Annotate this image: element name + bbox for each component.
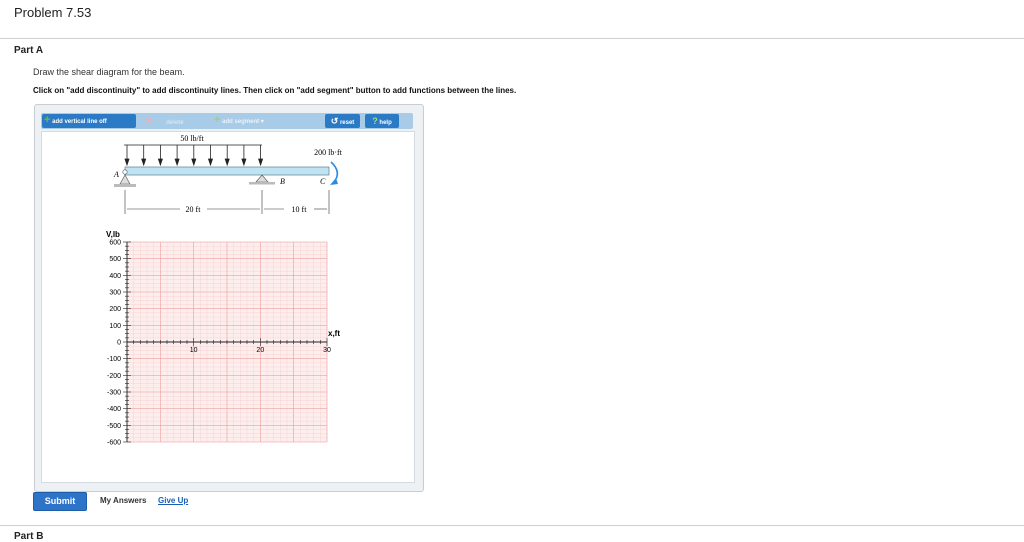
moment-label: 200 lb·ft bbox=[314, 148, 342, 157]
y-tick-label: -400 bbox=[106, 406, 121, 414]
graph-work-area bbox=[41, 131, 415, 483]
my-answers-link[interactable]: My Answers bbox=[100, 496, 147, 505]
help-label: help bbox=[379, 120, 392, 126]
y-tick-label: -200 bbox=[106, 372, 121, 380]
load-arrow bbox=[125, 145, 129, 165]
delete-button[interactable] bbox=[145, 114, 205, 128]
load-arrow bbox=[175, 145, 179, 165]
y-tick-label: -300 bbox=[106, 389, 121, 397]
y-tick-label: 300 bbox=[109, 289, 121, 297]
y-tick-label: 0 bbox=[117, 339, 121, 347]
plus-icon: + bbox=[44, 114, 51, 126]
drawing-toolbar bbox=[41, 113, 413, 129]
x-tick-label: 20 bbox=[256, 347, 265, 354]
divider bbox=[0, 38, 1024, 39]
instruction-text: Draw the shear diagram for the beam. bbox=[33, 67, 185, 77]
delete-label: delete bbox=[166, 120, 184, 126]
y-tick-label: 200 bbox=[109, 306, 121, 314]
help-icon: ? bbox=[372, 116, 378, 126]
x-tick-label: 30 bbox=[323, 347, 331, 354]
load-arrow bbox=[209, 145, 213, 165]
divider bbox=[0, 525, 1024, 526]
beam bbox=[125, 167, 329, 175]
add-segment-label: add segment bbox=[222, 119, 260, 125]
submit-button[interactable]: Submit bbox=[33, 492, 87, 511]
load-arrow bbox=[225, 145, 229, 165]
point-a-label: A bbox=[114, 170, 119, 179]
y-tick-label: 600 bbox=[109, 239, 121, 247]
moment-arrow-icon bbox=[331, 162, 337, 182]
load-label: 50 lb/ft bbox=[180, 134, 204, 143]
roller-support-b bbox=[249, 175, 275, 185]
x-tick-label: 10 bbox=[189, 347, 198, 354]
close-icon: ✕ bbox=[145, 116, 153, 126]
distributed-load bbox=[124, 145, 263, 165]
give-up-link[interactable]: Give Up bbox=[158, 496, 189, 505]
chevron-down-icon: ▾ bbox=[260, 119, 264, 125]
y-tick-label: 400 bbox=[109, 272, 121, 280]
beam-and-shear-graph bbox=[42, 132, 414, 482]
x-axis-label: x,ft bbox=[328, 329, 340, 338]
point-c-label: C bbox=[320, 177, 326, 186]
y-tick-label: -600 bbox=[106, 439, 121, 447]
y-tick-label: -100 bbox=[106, 356, 121, 364]
point-b-label: B bbox=[280, 177, 285, 186]
part-b-title: Part B bbox=[14, 531, 44, 542]
reset-button[interactable] bbox=[325, 114, 360, 128]
dimension-20ft: 20 ft bbox=[185, 205, 201, 214]
instruction-bold-text: Click on "add discontinuity" to add discontinuity lines. Then click on "add segment" button to add functions between the lines. bbox=[33, 86, 517, 95]
load-arrow bbox=[158, 145, 162, 165]
load-arrow bbox=[142, 145, 146, 165]
load-arrow bbox=[192, 145, 196, 165]
add-segment-button[interactable] bbox=[214, 114, 290, 128]
problem-title: Problem 7.53 bbox=[14, 5, 92, 20]
add-vertical-line-button[interactable] bbox=[42, 114, 136, 128]
plus-icon: + bbox=[214, 114, 221, 126]
load-arrow bbox=[259, 145, 263, 165]
reset-label: reset bbox=[339, 120, 355, 126]
add-vertical-line-label: add vertical line off bbox=[52, 119, 107, 125]
y-axis-label: V,lb bbox=[106, 230, 120, 239]
reset-icon: ↺ bbox=[330, 116, 339, 126]
part-a-title: Part A bbox=[14, 45, 44, 56]
help-button[interactable] bbox=[365, 114, 399, 128]
y-tick-label: -500 bbox=[106, 422, 121, 430]
y-tick-labels bbox=[107, 240, 121, 447]
y-tick-label: 100 bbox=[109, 322, 121, 330]
dimension-10ft: 10 ft bbox=[291, 205, 307, 214]
y-tick-label: 500 bbox=[109, 256, 121, 264]
load-arrow bbox=[242, 145, 246, 165]
